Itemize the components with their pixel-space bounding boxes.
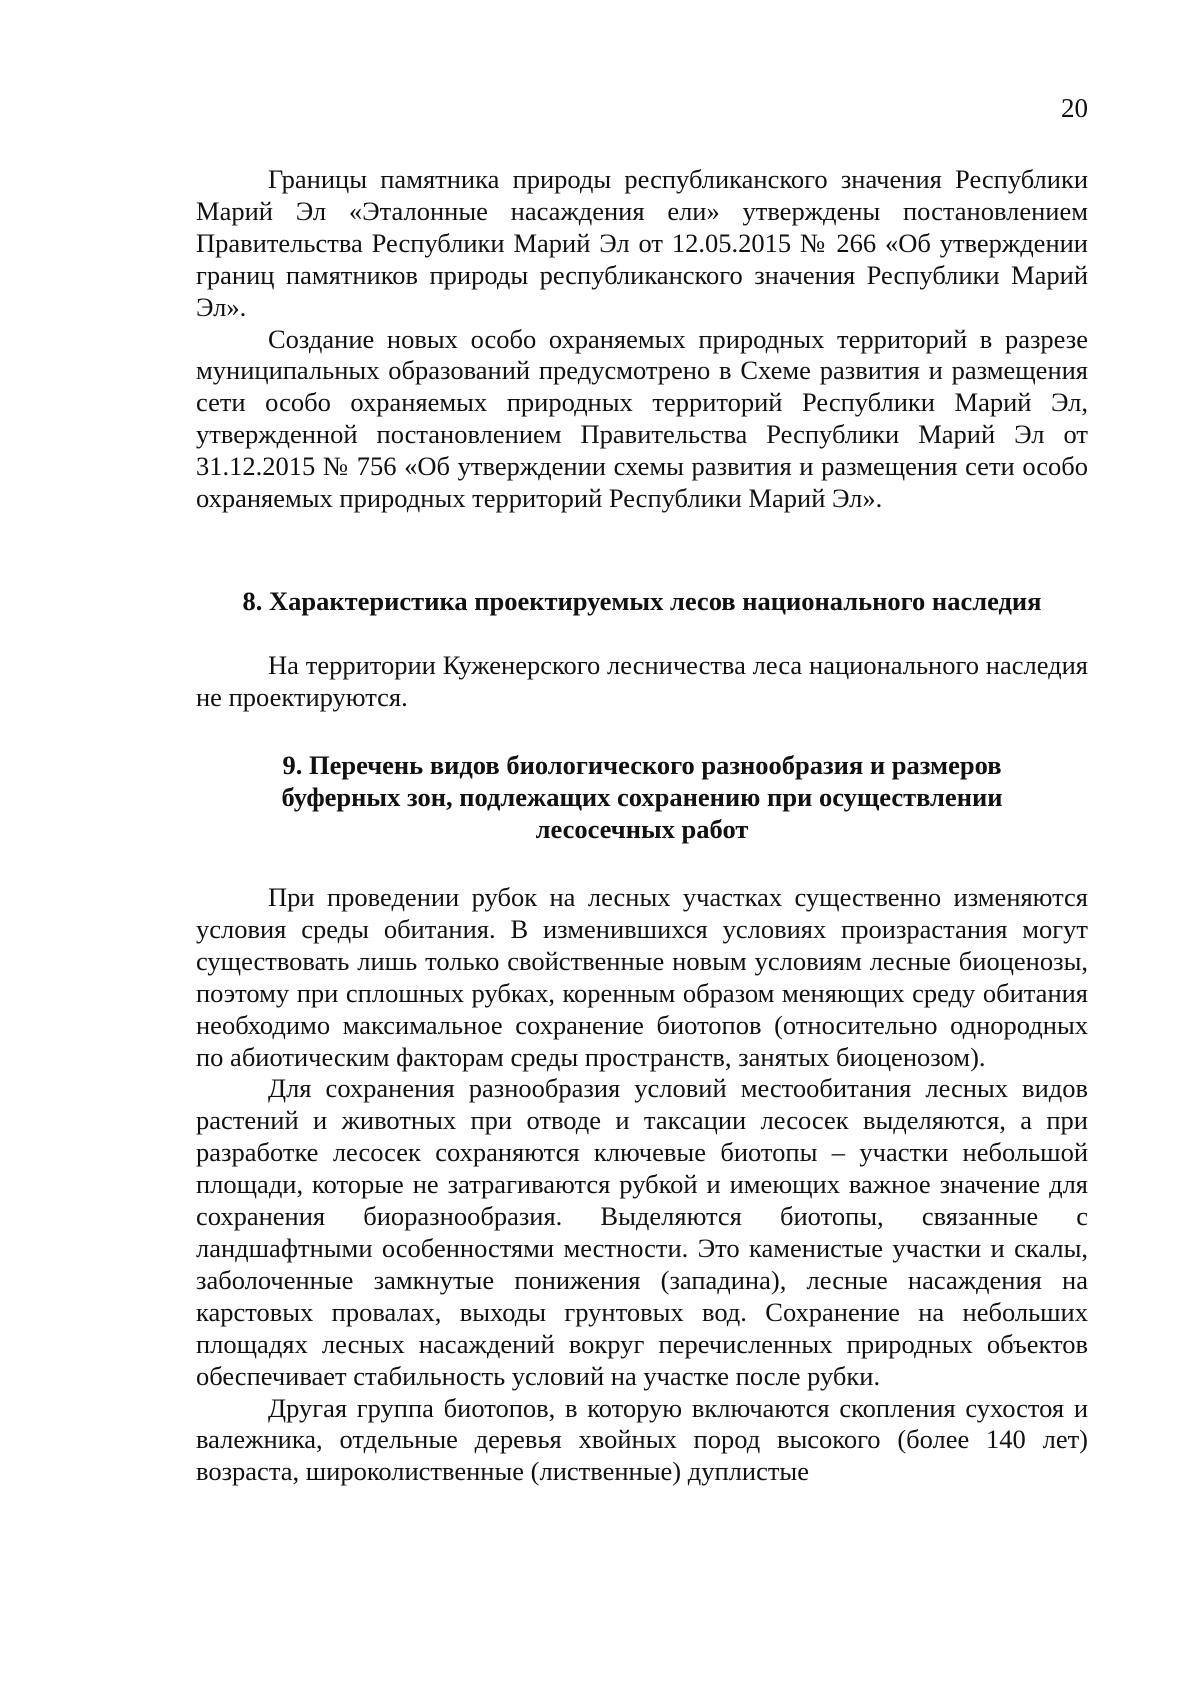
paragraph-new-protected-areas: Создание новых особо охраняемых природных территорий в разрезе муниципальных образований предусмотрено в Схеме развития и размещения сети особо охраняемых природных территорий Республики Марий Эл, утвержденной постановлением Правительства Республики Марий Эл от 31.12.2015 № 756 «Об утверждении схемы развития и размещения сети особо охраняемых природных территорий Республики Марий Эл». (196, 323, 1088, 514)
section-9-heading: 9. Перечень видов биологического разнообразия и размеров буферных зон, подлежащих сохранению при осуществлении лесосечных работ (281, 750, 1003, 844)
paragraph-logging-conditions: При проведении рубок на лесных участках существенно изменяются условия среды обитания. В изменившихся условиях произрастания могут существовать лишь только свойственные новым условиям лесные биоценозы, поэтому при сплошных рубках, коренным образом меняющих среду обитания необходимо максимальное сохранение биотопов (относительно однородных по абиотическим факторам среды пространств, занятых биоценозом). (196, 882, 1088, 1072)
page-number: 20 (1061, 93, 1088, 123)
section-9-text (196, 882, 1088, 1488)
section-8 (196, 586, 1088, 618)
paragraph-monument-borders: Границы памятника природы республиканского значения Республики Марий Эл «Эталонные насаждения ели» утверждены постановлением Правительства Республики Марий Эл от 12.05.2015 № 266 «Об утверждении границ памятников природы республиканского значения Республики Марий Эл». (196, 164, 1088, 322)
paragraph-national-heritage: На территории Куженерского лесничества леса национального наследия не проектируются. (196, 650, 1088, 712)
section-8-heading: 8. Характеристика проектируемых лесов национального наследия (242, 586, 1042, 616)
paragraph-key-biotopes: Для сохранения разнообразия условий местообитания лесных видов растений и животных при отводе и таксации лесосек выделяются, а при разработке лесосек сохраняются ключевые биотопы – участки небольшой площади, которые не затрагиваются рубкой и имеющих важное значение для сохранения биоразнообразия. Выделяются биотопы, связанные с ландшафтными особенностями местности. Это каменистые участки и скалы, заболоченные замкнутые понижения (западина), лесные насаждения на карстовых провалах, выходы грунтовых вод. Сохранение на небольших площадях лесных насаждений вокруг перечисленных природных объектов обеспечивает стабильность условий на участке после рубки. (196, 1073, 1088, 1391)
paragraph-biotope-group: Другая группа биотопов, в которую включаются скопления сухостоя и валежника, отдельные деревья хвойных пород высокого (более 140 лет) возраста, широколиственные (лиственные) дуплистые (196, 1392, 1088, 1487)
section-9 (246, 750, 1038, 846)
section-7-text (196, 164, 1088, 515)
section-8-text (196, 650, 1088, 714)
